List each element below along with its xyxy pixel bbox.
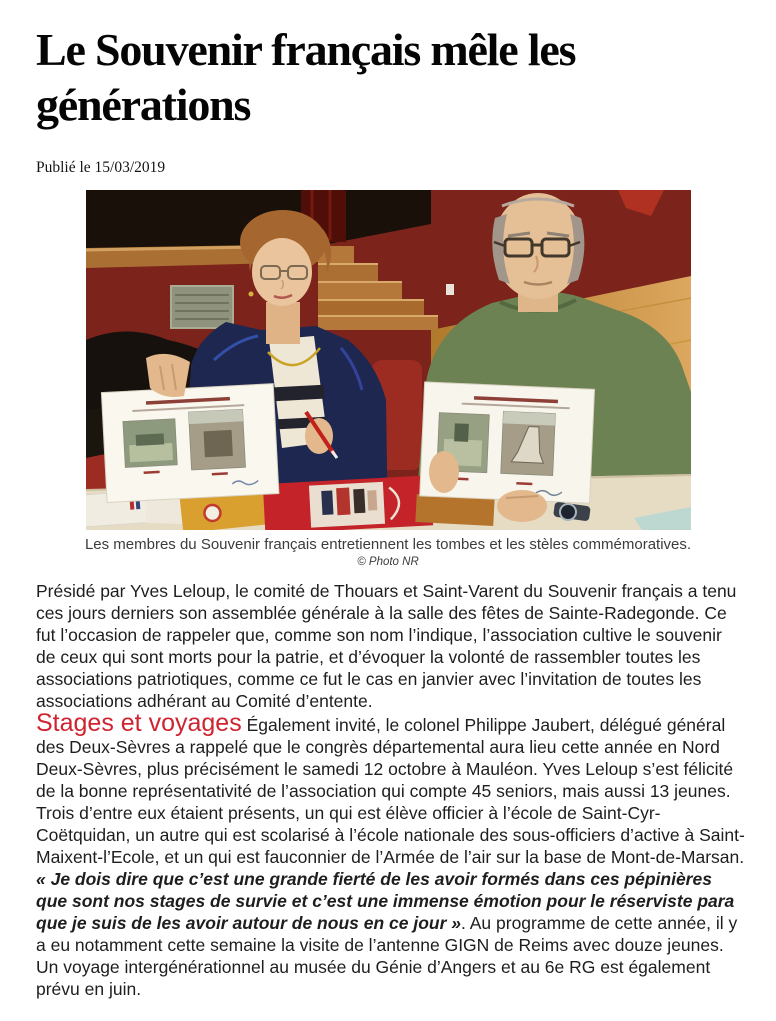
- light-switch: [446, 284, 454, 295]
- photo-caption: Les membres du Souvenir français entretiennent les tombes et les stèles commémoratives.: [84, 536, 692, 553]
- article-body: [36, 580, 746, 1000]
- quote-text: « Je dois dire que c’est une grande fierté de les avoir formés dans ces pépinières que sont nos stages de survie et c’est une immense émotion pour le réserviste para que je suis de les avoir autour de nous en ce jour »: [36, 869, 735, 933]
- photo-credit: © Photo NR: [357, 556, 419, 568]
- photo-frame: [86, 190, 691, 530]
- article-page: [0, 22, 776, 1021]
- paragraph-stages-text: Également invité, le colonel Philippe Jaubert, délégué général des Deux-Sèvres a rappelé que le congrès départemental aura lieu cette année en Nord Deux-Sèvres, plus précisément le samedi 12 octobre à Mauléon. Yves Leloup s’est félicité de la bonne représentativité de l’association qui compte 45 seniors, mais aussi 13 jeunes. Trois d’entre eux étaient présents, un qui est élève officier à l’école de Saint-Cyr-Coëtquidan, un autre qui est scolarisé à l’école nationale des sous-officiers d’active à Saint-Maixent-l’Ecole, et un qui est fauconnier de l’Armée de l’air sur la base de Mont-de-Marsan.: [36, 715, 745, 867]
- page-title: Le Souvenir français mêle les générations: [36, 24, 576, 130]
- section-heading: Stages et voyages: [36, 709, 242, 737]
- red-book: [262, 475, 432, 530]
- man-left-hand: [429, 451, 459, 493]
- photo-scene: [86, 190, 691, 530]
- publish-date: Publié le 15/03/2019: [36, 159, 166, 176]
- earring: [248, 292, 253, 297]
- paragraph-stages: [36, 709, 746, 1000]
- wristwatch-face: [560, 504, 576, 520]
- document-sheet-left: [101, 384, 279, 503]
- article-photo: [0, 190, 776, 569]
- woman-neck: [266, 302, 300, 344]
- paragraph-stages-end: . Au programme de cette année, il y a eu notamment cette semaine la visite de l’antenne GIGN de Reims avec douze jeunes. Un voyage intergénérationnel au musée du Génie d’Angers et au 6e RG est également prévu en juin.: [36, 913, 738, 999]
- paragraph-intro: Présidé par Yves Leloup, le comité de Thouars et Saint-Varent du Souvenir français a tenu ces jours derniers son assemblée générale à la salle des fêtes de Sainte-Radegonde. Ce fut l’occasion de rappeler que, comme son nom l’indique, l’association cultive le souvenir de ceux qui sont morts pour la patrie, et d’évoquer la volonté de rassembler toutes les associations patriotiques, comme ce fut le cas en janvier avec l’invitation de toutes les associations adhérant au Comité d’entente.: [36, 581, 737, 711]
- vent-grille: [171, 286, 233, 328]
